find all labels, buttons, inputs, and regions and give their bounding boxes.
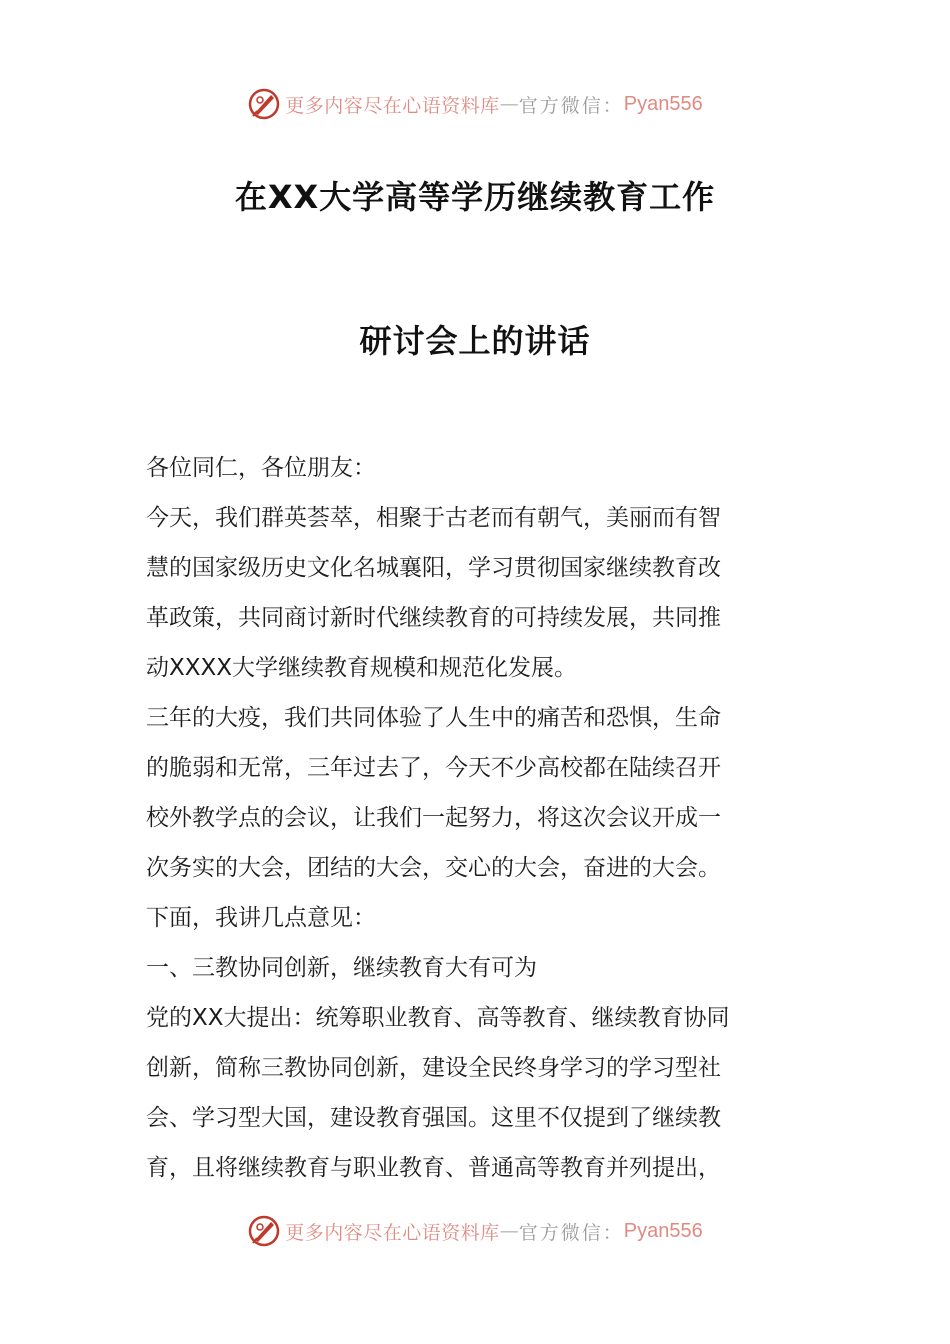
text-line: 三年的大疫，我们共同体验了人生中的痛苦和恐惧，生命 xyxy=(146,705,721,731)
banner-wechat-id: Pyan556 xyxy=(623,92,703,115)
banner-separator: — xyxy=(499,1220,519,1242)
banner-wechat-id: Pyan556 xyxy=(623,1219,703,1242)
speech-body xyxy=(146,448,806,1198)
text-line: 动XXXX大学继续教育规模和规范化发展。 xyxy=(146,655,578,681)
quill-logo-icon xyxy=(247,87,281,121)
text-line: 党的XX大提出：统筹职业教育、高等教育、继续教育协同 xyxy=(146,1005,730,1031)
banner-label: 官方微信： xyxy=(518,1221,624,1244)
text-line: 各位同仁，各位朋友： xyxy=(146,455,376,481)
header-watermark-banner xyxy=(0,84,950,124)
text-line: 慧的国家级历史文化名城襄阳，学习贯彻国家继续教育改 xyxy=(146,555,721,581)
text-line: 今天，我们群英荟萃，相聚于古老而有朝气，美丽而有智 xyxy=(146,505,721,531)
banner-text: 更多内容尽在心语资料库 xyxy=(285,1221,500,1244)
text-line: 下面，我讲几点意见： xyxy=(146,905,376,931)
quill-logo-icon xyxy=(247,1214,281,1248)
section-heading: 一、三教协同创新，继续教育大有可为 xyxy=(146,955,537,981)
text-line: 校外教学点的会议，让我们一起努力，将这次会议开成一 xyxy=(146,805,721,831)
text-line: 创新，简称三教协同创新，建设全民终身学习的学习型社 xyxy=(146,1055,721,1081)
text-line: 革政策，共同商讨新时代继续教育的可持续发展，共同推 xyxy=(146,605,721,631)
banner-label: 官方微信： xyxy=(518,94,624,117)
page-title-line-1: 在XX大学高等学历继续教育工作 xyxy=(234,178,716,216)
text-line: 育，且将继续教育与职业教育、普通高等教育并列提出， xyxy=(146,1155,721,1181)
text-line: 会、学习型大国，建设教育强国。这里不仅提到了继续教 xyxy=(146,1105,721,1131)
text-line: 的脆弱和无常，三年过去了，今天不少高校都在陆续召开 xyxy=(146,755,721,781)
text-line: 次务实的大会，团结的大会，交心的大会，奋进的大会。 xyxy=(146,855,721,881)
page-title-line-2: 研讨会上的讲话 xyxy=(359,322,591,360)
banner-text: 更多内容尽在心语资料库 xyxy=(285,94,500,117)
footer-watermark-banner xyxy=(0,1211,950,1251)
banner-separator: — xyxy=(499,93,519,115)
